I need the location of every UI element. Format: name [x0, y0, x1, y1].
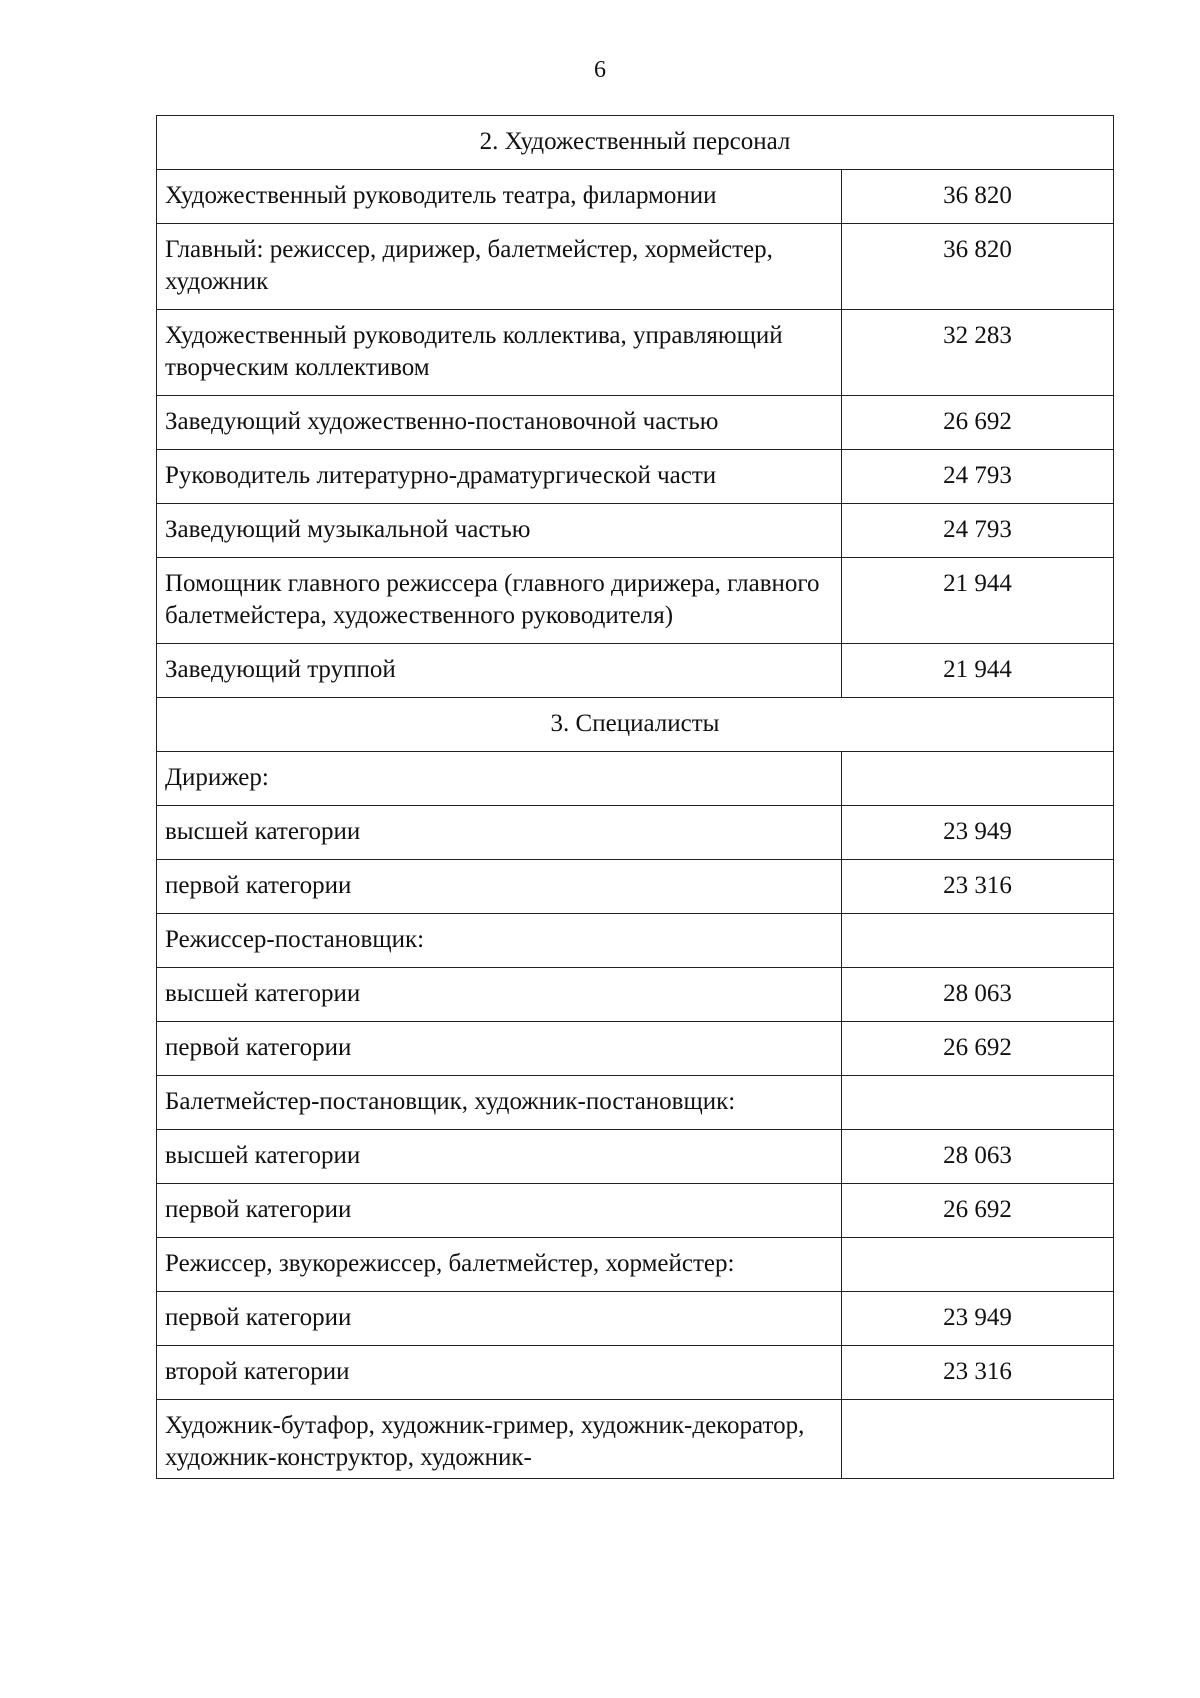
position-name: Заведующий художественно-постановочной частью: [157, 396, 842, 450]
salary-value: [842, 1076, 1114, 1130]
table-row: [157, 1022, 1114, 1076]
table-row: [157, 558, 1114, 644]
table-row: [157, 1130, 1114, 1184]
position-name: Помощник главного режиссера (главного дирижера, главного балетмейстера, художественного руководителя): [157, 558, 842, 644]
position-name: Главный: режиссер, дирижер, балетмейстер, хормейстер, художник: [157, 224, 842, 310]
page-number: 6: [594, 57, 606, 83]
salary-value: 26 692: [842, 1184, 1114, 1238]
position-name: Заведующий музыкальной частью: [157, 504, 842, 558]
table-row: [157, 1346, 1114, 1400]
salary-value: 28 063: [842, 968, 1114, 1022]
salary-value: 36 820: [842, 224, 1114, 310]
salary-value: 24 793: [842, 504, 1114, 558]
position-name: высшей категории: [157, 806, 842, 860]
salary-value: 26 692: [842, 1022, 1114, 1076]
position-name: первой категории: [157, 1292, 842, 1346]
position-name: Художественный руководитель театра, филармонии: [157, 170, 842, 224]
table-row: [157, 1238, 1114, 1292]
position-name: Режиссер, звукорежиссер, балетмейстер, хормейстер:: [157, 1238, 842, 1292]
salary-value: 24 793: [842, 450, 1114, 504]
table-row: [157, 170, 1114, 224]
table-row: [157, 806, 1114, 860]
section-title: 3. Специалисты: [157, 698, 1114, 752]
position-name: Балетмейстер-постановщик, художник-постановщик:: [157, 1076, 842, 1130]
table-row: [157, 504, 1114, 558]
salary-value: [842, 1400, 1114, 1479]
salary-value: 36 820: [842, 170, 1114, 224]
section-header-row: [157, 698, 1114, 752]
salary-value: 23 316: [842, 860, 1114, 914]
section-title: 2. Художественный персонал: [157, 116, 1114, 170]
salary-value: 23 949: [842, 1292, 1114, 1346]
salary-value: 23 316: [842, 1346, 1114, 1400]
table-row: [157, 914, 1114, 968]
table-row: [157, 310, 1114, 396]
table-row: [157, 224, 1114, 310]
table-row: [157, 450, 1114, 504]
position-name: Руководитель литературно-драматургической части: [157, 450, 842, 504]
table-row: [157, 1076, 1114, 1130]
position-name: второй категории: [157, 1346, 842, 1400]
position-name: высшей категории: [157, 968, 842, 1022]
section-header-row: [157, 116, 1114, 170]
salary-value: 21 944: [842, 644, 1114, 698]
position-name: Заведующий труппой: [157, 644, 842, 698]
salary-value: [842, 1238, 1114, 1292]
table-row: [157, 752, 1114, 806]
table-row: [157, 860, 1114, 914]
table-row: [157, 968, 1114, 1022]
table-row: [157, 396, 1114, 450]
table-row: [157, 1184, 1114, 1238]
position-name: первой категории: [157, 1022, 842, 1076]
position-name: Художник-бутафор, художник-гример, художник-декоратор, художник-конструктор, художник-: [157, 1400, 842, 1479]
position-name: Режиссер-постановщик:: [157, 914, 842, 968]
table-row: [157, 1400, 1114, 1479]
position-name: Художественный руководитель коллектива, управляющий творческим коллективом: [157, 310, 842, 396]
salary-value: 23 949: [842, 806, 1114, 860]
salary-value: 21 944: [842, 558, 1114, 644]
table-row: [157, 1292, 1114, 1346]
salary-table: [156, 115, 1114, 1479]
position-name: первой категории: [157, 1184, 842, 1238]
salary-value: [842, 914, 1114, 968]
position-name: высшей категории: [157, 1130, 842, 1184]
salary-value: 28 063: [842, 1130, 1114, 1184]
salary-value: 32 283: [842, 310, 1114, 396]
position-name: первой категории: [157, 860, 842, 914]
table-row: [157, 644, 1114, 698]
salary-value: 26 692: [842, 396, 1114, 450]
salary-value: [842, 752, 1114, 806]
position-name: Дирижер:: [157, 752, 842, 806]
